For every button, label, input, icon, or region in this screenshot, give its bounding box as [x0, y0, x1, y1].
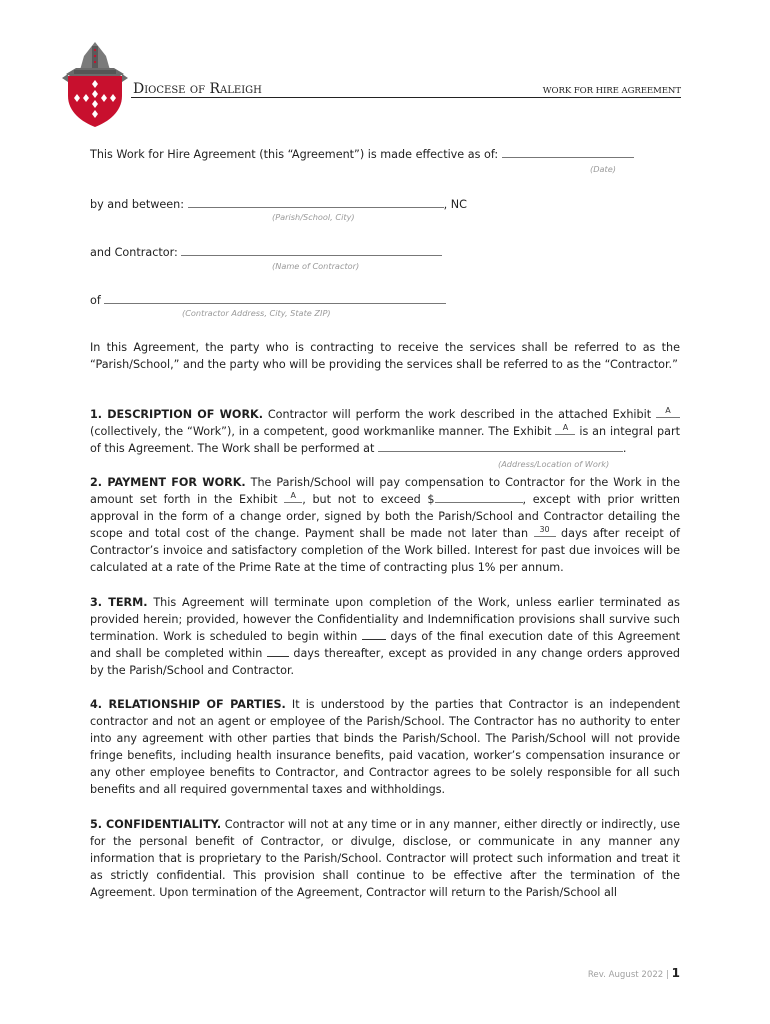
contractor-name-hint: (Name of Contractor): [272, 261, 360, 271]
header-divider: [131, 97, 681, 98]
diocese-crest-icon: [60, 40, 130, 128]
definitions-paragraph: In this Agreement, the party who is contracting to receive the services shall be referred to as the “Parish/School,” and the party who will be providing the services shall be referred to as the “Contractor.”: [90, 341, 680, 372]
exhibit-field-1[interactable]: A: [656, 406, 680, 418]
page-number: 1: [671, 966, 680, 980]
parish-line: [90, 195, 467, 213]
complete-days-field[interactable]: [267, 645, 289, 657]
section-2-heading: 2. PAYMENT FOR WORK.: [90, 476, 246, 489]
contractor-line: [90, 243, 442, 261]
effective-date-line: [90, 145, 634, 163]
exhibit-field-2[interactable]: A: [555, 423, 575, 435]
parish-label: by and between:: [90, 198, 185, 211]
work-location-field[interactable]: [378, 440, 623, 452]
payment-exhibit-field[interactable]: A: [284, 491, 302, 503]
contractor-address-field[interactable]: [104, 291, 446, 304]
effective-date-field[interactable]: [502, 145, 634, 158]
parish-field[interactable]: [188, 195, 444, 208]
organization-title: Diocese of Raleigh: [133, 81, 262, 97]
parish-state-suffix: , NC: [443, 198, 467, 211]
work-location-hint: (Address/Location of Work): [498, 459, 610, 469]
section-4-heading: 4. RELATIONSHIP OF PARTIES.: [90, 698, 286, 711]
section-term: 3. TERM. This Agreement will terminate upon completion of the Work, unless earlier terminated as provided herein; provided, however the Confidentiality and Indemnification provisions shall survive such termination. Work is scheduled to begin within days of the final execution date of this Agreement and shall be completed within days thereafter, except as provided in any change orders approved by the Parish/School and Contractor.: [90, 596, 680, 678]
of-label: of: [90, 294, 101, 307]
parish-hint: (Parish/School, City): [272, 212, 355, 222]
page-footer: [588, 966, 680, 980]
contractor-name-field[interactable]: [181, 243, 442, 256]
revision-label: Rev. August 2022 |: [587, 970, 672, 980]
payment-days-field[interactable]: 30: [534, 525, 556, 537]
section-confidentiality: 5. CONFIDENTIALITY. Contractor will not at any time or in any manner, either directly or indirectly, use for the personal benefit of Contractor, or divulge, disclose, or communicate in any manner any information that is proprietary to the Parish/School. Contractor will protect such information and treat it as strictly confidential. This provision shall continue to be effective after the termination of the Agreement. Upon termination of the Agreement, Contractor will return to the Parish/School all: [90, 818, 681, 900]
section-1-heading: 1. DESCRIPTION OF WORK.: [90, 408, 263, 421]
begin-days-field[interactable]: [362, 628, 386, 640]
document-title: WORK FOR HIRE AGREEMENT: [542, 86, 681, 96]
effective-date-label: This Work for Hire Agreement (this “Agreement”) is made effective as of:: [90, 148, 499, 161]
contractor-label: and Contractor:: [90, 246, 178, 259]
section-3-heading: 3. TERM.: [90, 596, 148, 609]
section-relationship-of-parties: 4. RELATIONSHIP OF PARTIES. It is understood by the parties that Contractor is an independent contractor and not an agent or employee of the Parish/School. The Contractor has no authority to enter into any agreement with other parties that binds the Parish/School. The Parish/School will not provide fringe benefits, including health insurance benefits, paid vacation, worker’s compensation insurance or any other employee benefits to Contractor, and Contractor agrees to be solely responsible for all such benefits and all required governmental taxes and withholdings.: [90, 698, 681, 797]
section-5-heading: 5. CONFIDENTIALITY.: [90, 818, 222, 831]
section-description-of-work: 1. DESCRIPTION OF WORK. Contractor will perform the work described in the attached Exhibit A (collectively, the “Work”), in a competent, good workmanlike manner. The Exhibit A is an integral part of this Agreement. The Work shall be performed at .: [90, 406, 680, 456]
max-amount-field[interactable]: [435, 491, 523, 503]
effective-date-hint: (Date): [590, 164, 616, 174]
section-payment-for-work: 2. PAYMENT FOR WORK. The Parish/School will pay compensation to Contractor for the Work in the amount set forth in the Exhibit A , but not to exceed $ , except with prior written approval in the form of a change order, signed by both the Parish/School and Contractor detailing the scope and total cost of the change. Payment shall be made not later than 30 days after receipt of Contractor’s invoice and satisfactory completion of the Work billed. Interest for past due invoices will be calculated at a rate of the Prime Rate at the time of contracting plus 1% per annum.: [90, 476, 681, 575]
contractor-address-hint: (Contractor Address, City, State ZIP): [182, 308, 331, 318]
contractor-address-line: [90, 291, 446, 309]
